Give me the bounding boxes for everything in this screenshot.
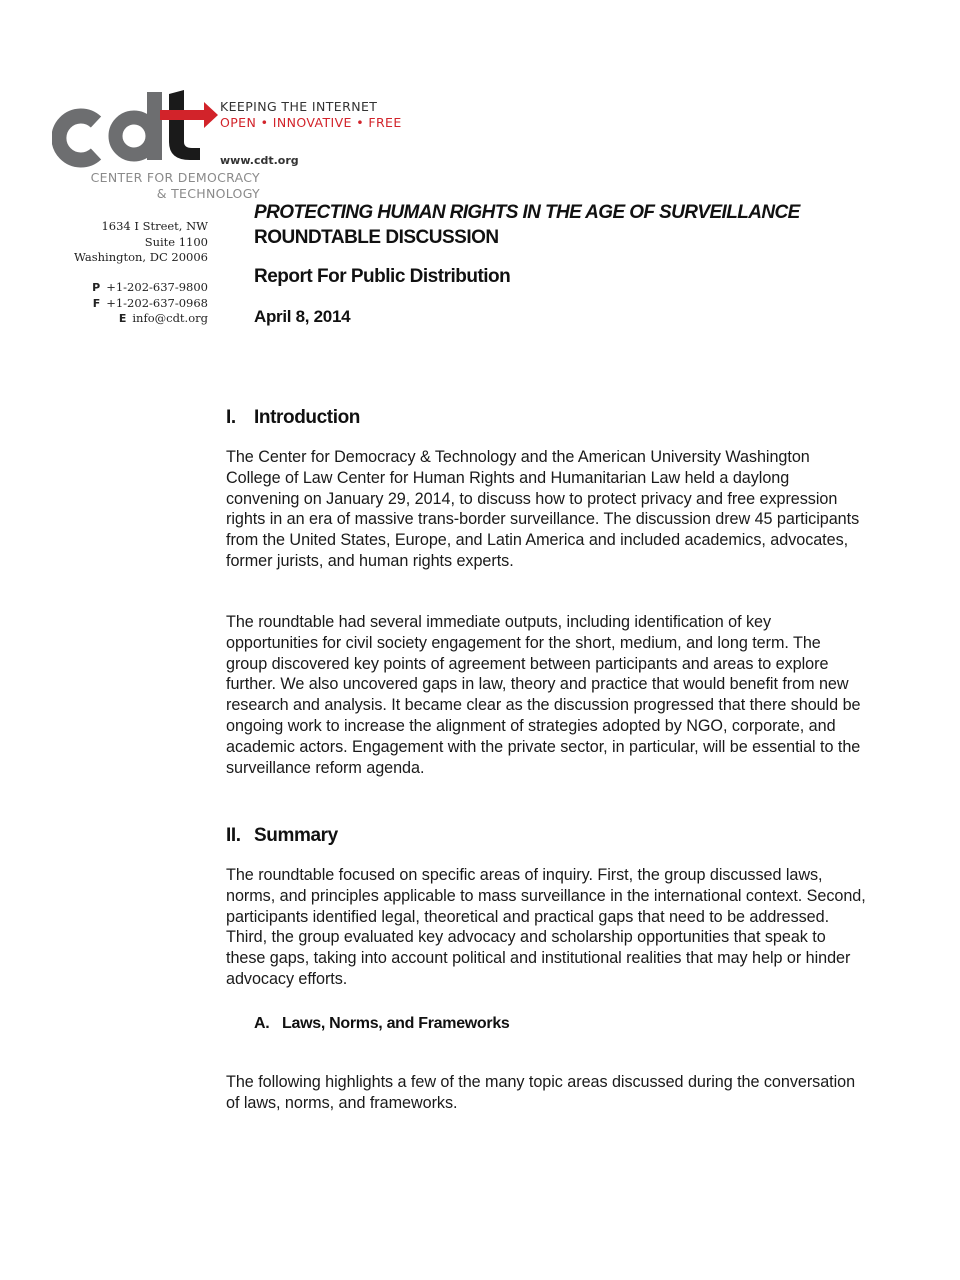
fax-label: F	[92, 296, 101, 310]
document-title: PROTECTING HUMAN RIGHTS IN THE AGE OF SURVEILLANCE	[254, 202, 800, 223]
address-line3: Washington, DC 20006	[74, 250, 208, 264]
section-heading-introduction	[226, 407, 360, 429]
phone-number: +1-202-637-9800	[106, 280, 208, 294]
website-link[interactable]: www.cdt.org	[220, 154, 299, 167]
fax-row	[60, 296, 208, 312]
report-type: Report For Public Distribution	[254, 266, 511, 287]
laws-paragraph-1: The following highlights a few of the many topic areas discussed during the conversation of laws, norms, and frameworks.	[226, 1073, 856, 1112]
subsection-heading-laws	[254, 1015, 510, 1033]
fax-number: +1-202-637-0968	[106, 295, 208, 310]
document-date: April 8, 2014	[254, 307, 351, 326]
summary-paragraph-1: The roundtable focused on specific areas of inquiry. First, the group discussed laws, norms, and principles applicable to mass surveillance in the international context. Second, participants identified legal, theoretical and practical gaps that need to be addressed. Third, the group evaluated key advocacy and scholarship opportunities that speak to these gaps, taking into account political and institutional realities that may help or hinder advocacy efforts.	[226, 866, 866, 988]
subsection-title: Laws, Norms, and Frameworks	[282, 1015, 510, 1032]
contact-block	[60, 280, 208, 327]
intro-paragraph-2: The roundtable had several immediate outputs, including identification of key opportunities for civil society engagement for the short, medium, and long term. The group discovered key points of agreement between participants and areas to explore further. We also uncovered gaps in law, theory and practice that would benefit from new research and analysis. It became clear as the discussion progressed that there should be ongoing work to increase the alignment of strategies adopted by NGO, corporate, and academic actors. Engagement with the private sector, in particular, will be essential to the surveillance reform agenda.	[226, 613, 861, 777]
tagline-line2: OPEN • INNOVATIVE • FREE	[220, 115, 402, 130]
tagline-line1: KEEPING THE INTERNET	[220, 99, 378, 114]
address-line2: Suite 1100	[144, 234, 208, 249]
document-subtitle: ROUNDTABLE DISCUSSION	[254, 227, 499, 248]
phone-label: P	[92, 281, 101, 294]
cdt-logo	[52, 84, 402, 214]
cdt-logo-mark	[52, 84, 222, 170]
mailing-address	[60, 219, 208, 266]
org-name: CENTER FOR DEMOCRACY & TECHNOLOGY	[90, 170, 260, 201]
section-title: Introduction	[254, 407, 361, 428]
section-title: Summary	[254, 825, 338, 846]
section-heading-summary	[226, 825, 338, 847]
email-address[interactable]: info@cdt.org	[132, 311, 208, 325]
email-label: E	[118, 312, 127, 325]
email-row	[60, 311, 208, 327]
section-number: I.	[226, 407, 236, 428]
section-number: II.	[226, 825, 241, 846]
subsection-number: A.	[254, 1015, 270, 1032]
phone-row	[60, 280, 208, 296]
address-line1: 1634 I Street, NW	[101, 219, 208, 233]
intro-paragraph-1: The Center for Democracy & Technology and the American University Washington College of Law Center for Human Rights and Humanitarian Law held a daylong convening on January 29, 2014, to discuss how to protect privacy and free expression rights in an era of massive trans-border surveillance. The discussion drew 45 participants from the United States, Europe, and Latin America and included academics, advocates, former jurists, and human rights experts.	[226, 448, 860, 570]
